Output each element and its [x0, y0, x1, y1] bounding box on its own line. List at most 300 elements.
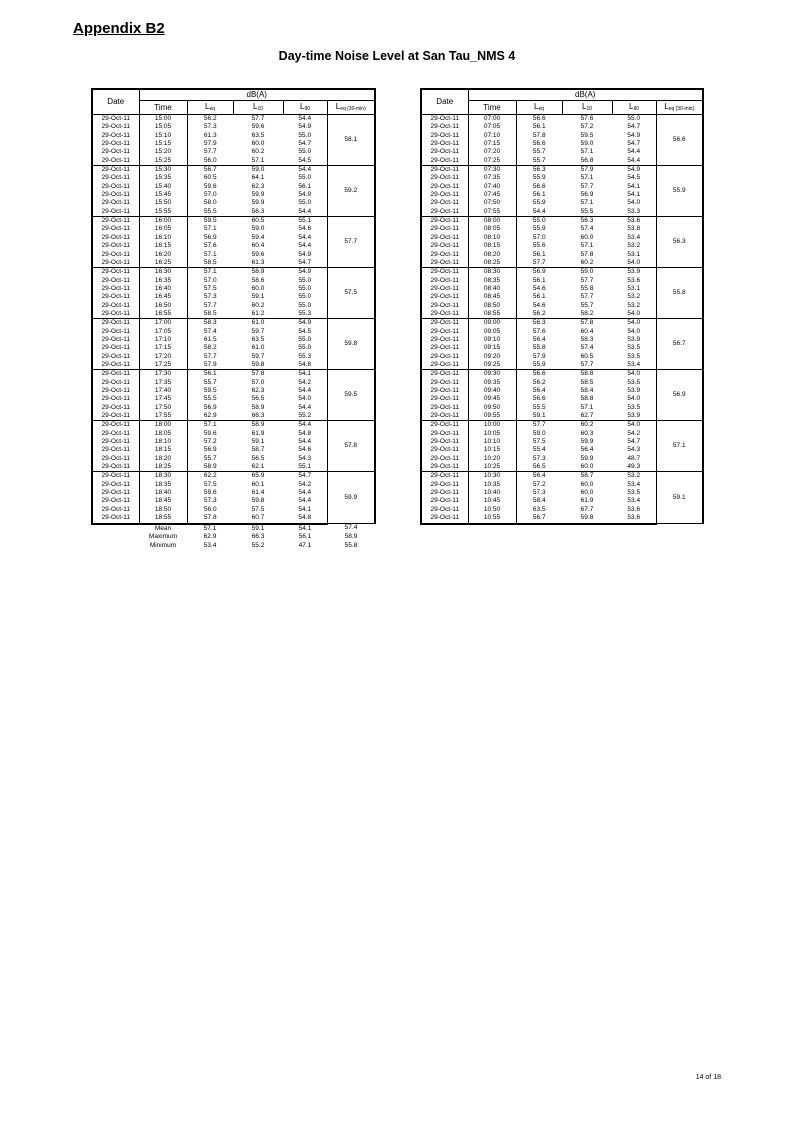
l90-cell: 55.0 — [283, 132, 327, 140]
l90-cell: 54.8 — [283, 514, 327, 523]
leq-cell: 56.2 — [532, 378, 546, 386]
leq-cell: 54.6 — [532, 284, 546, 292]
time-cell: 17:10 — [139, 336, 187, 344]
header-leq: $L_{eq}$ — [516, 101, 562, 115]
leq30-cell: 57.8 — [327, 421, 375, 472]
summary-leq30: 57.4 — [344, 524, 358, 532]
time-cell: 18:35 — [139, 481, 187, 489]
time-cell: 17:35 — [139, 379, 187, 387]
table-row — [421, 166, 703, 175]
table-row — [92, 472, 375, 481]
leq-cell: 56.9 — [203, 446, 217, 454]
l10-cell: 60.5 — [233, 217, 283, 226]
leq-cell: 57.4 — [203, 327, 217, 335]
time-cell: 08:45 — [468, 293, 516, 301]
l90-cell: 55.0 — [283, 199, 327, 207]
noise-table-left — [91, 88, 376, 550]
l90-cell: 53.1 — [612, 285, 656, 293]
leq-cell: 57.0 — [203, 276, 217, 284]
l90-cell: 55.0 — [283, 336, 327, 344]
leq-cell: 57.2 — [203, 438, 217, 446]
l10-cell: 60.0 — [580, 480, 594, 488]
date-cell: 29-Oct-11 — [92, 310, 139, 319]
leq-cell: 56.2 — [187, 115, 233, 124]
l10-cell: 60.0 — [580, 463, 594, 471]
leq-cell: 56.6 — [532, 140, 546, 148]
time-cell: 09:20 — [468, 353, 516, 361]
l10-cell: 65.9 — [233, 472, 283, 481]
leq30-cell: 56.6 — [656, 115, 703, 166]
time-cell: 16:10 — [139, 234, 187, 242]
date-cell: 29-Oct-11 — [92, 242, 139, 250]
l10-cell: 58.6 — [251, 276, 265, 284]
leq-cell: 57.6 — [203, 242, 217, 250]
l90-cell: 53.5 — [612, 404, 656, 412]
leq-cell: 57.5 — [203, 284, 217, 292]
leq-cell: 58.2 — [203, 344, 217, 352]
date-cell: 29-Oct-11 — [421, 430, 468, 438]
leq-cell: 56.6 — [532, 395, 546, 403]
l10-cell: 55.8 — [580, 284, 594, 292]
time-cell: 07:00 — [468, 115, 516, 124]
date-cell: 29-Oct-11 — [421, 123, 468, 131]
time-cell: 15:00 — [139, 115, 187, 124]
leq-cell: 56.6 — [516, 115, 562, 124]
leq-cell: 62.2 — [187, 472, 233, 481]
leq-cell: 55.6 — [532, 242, 546, 250]
time-cell: 16:15 — [139, 242, 187, 250]
date-cell: 29-Oct-11 — [92, 217, 139, 226]
l10-cell: 62.3 — [251, 387, 265, 394]
l90-cell: 54.4 — [283, 387, 327, 395]
date-cell: 29-Oct-11 — [92, 148, 139, 156]
time-cell: 15:35 — [139, 174, 187, 182]
time-cell: 08:15 — [468, 242, 516, 250]
date-cell: 29-Oct-11 — [92, 404, 139, 412]
l10-cell: 60.4 — [251, 242, 265, 250]
summary-label: Maximum — [148, 533, 178, 541]
time-cell: 10:05 — [468, 430, 516, 438]
summary-l10: 55.2 — [251, 541, 265, 549]
noise-table-right — [420, 88, 704, 525]
leq-cell: 56.5 — [532, 463, 546, 471]
summary-label: Minimum — [149, 541, 177, 549]
date-cell: 29-Oct-11 — [92, 293, 139, 301]
leq30-cell: 59.8 — [327, 319, 375, 370]
l90-cell: 55.1 — [283, 463, 327, 472]
date-cell: 29-Oct-11 — [421, 251, 468, 259]
header-l90: $L_{90}$ — [283, 101, 327, 115]
date-cell: 29-Oct-11 — [421, 174, 468, 182]
l10-cell: 56.5 — [251, 454, 265, 462]
summary-leq: 53.4 — [203, 541, 217, 549]
l90-cell: 53.6 — [612, 277, 656, 285]
time-cell: 16:35 — [139, 277, 187, 285]
l10-cell: 55.7 — [580, 301, 594, 309]
date-cell: 29-Oct-11 — [92, 430, 139, 438]
l10-cell: 58.8 — [580, 395, 594, 403]
date-cell: 29-Oct-11 — [92, 140, 139, 148]
l10-cell: 57.8 — [580, 250, 594, 258]
l90-cell: 54.9 — [612, 166, 656, 175]
leq-cell: 56.9 — [516, 268, 562, 277]
time-cell: 17:40 — [139, 387, 187, 395]
leq30-cell: 55.9 — [656, 166, 703, 217]
l10-cell: 56.3 — [251, 207, 265, 215]
date-cell: 29-Oct-11 — [421, 319, 468, 328]
date-cell: 29-Oct-11 — [421, 336, 468, 344]
leq-cell: 54.4 — [532, 207, 546, 215]
leq-cell: 57.7 — [203, 148, 217, 156]
header-date: Date — [421, 89, 468, 115]
time-cell: 15:30 — [139, 166, 187, 175]
leq-cell: 55.5 — [532, 403, 546, 411]
l10-cell: 59.5 — [580, 131, 594, 139]
summary-l90: 54.1 — [298, 524, 312, 532]
leq-cell: 61.5 — [203, 335, 217, 343]
time-cell: 10:10 — [468, 438, 516, 446]
l10-cell: 59.4 — [251, 233, 265, 241]
leq-cell: 57.3 — [203, 497, 217, 505]
leq-cell: 56.6 — [532, 182, 546, 190]
l90-cell: 56.1 — [283, 183, 327, 191]
time-cell: 16:45 — [139, 293, 187, 301]
l10-cell: 60.2 — [251, 148, 265, 156]
l90-cell: 55.1 — [283, 217, 327, 226]
time-cell: 10:20 — [468, 455, 516, 463]
time-cell: 17:45 — [139, 395, 187, 403]
date-cell: 29-Oct-11 — [92, 174, 139, 182]
leq-cell: 57.9 — [203, 360, 217, 368]
table-row — [421, 421, 703, 430]
time-cell: 17:15 — [139, 344, 187, 352]
time-cell: 18:20 — [139, 455, 187, 463]
time-cell: 08:05 — [468, 225, 516, 233]
time-cell: 09:00 — [468, 319, 516, 328]
l10-cell: 60.3 — [580, 429, 594, 437]
leq-cell: 59.6 — [203, 489, 217, 497]
leq-cell: 56.4 — [532, 387, 546, 394]
l90-cell: 55.2 — [283, 412, 327, 421]
l90-cell: 54.1 — [612, 191, 656, 199]
l10-cell: 57.7 — [580, 182, 594, 190]
l10-cell: 57.5 — [251, 505, 265, 513]
leq-cell: 55.8 — [532, 344, 546, 352]
l90-cell: 53.9 — [612, 336, 656, 344]
date-cell: 29-Oct-11 — [92, 328, 139, 336]
page-number: 14 of 18 — [695, 1074, 721, 1081]
l10-cell: 59.9 — [580, 454, 594, 462]
date-cell: 29-Oct-11 — [421, 166, 468, 175]
l10-cell: 59.0 — [562, 268, 612, 277]
time-cell: 17:25 — [139, 361, 187, 370]
time-cell: 09:35 — [468, 379, 516, 387]
l10-cell: 60.2 — [580, 258, 594, 266]
summary-label: Mean — [154, 524, 172, 532]
time-cell: 16:55 — [139, 310, 187, 319]
leq-cell: 61.3 — [203, 131, 217, 139]
leq-cell: 56.9 — [203, 403, 217, 411]
l10-cell: 61.9 — [580, 497, 594, 505]
l10-cell: 58.5 — [580, 378, 594, 386]
date-cell: 29-Oct-11 — [92, 353, 139, 361]
date-cell: 29-Oct-11 — [92, 438, 139, 446]
l10-cell: 58.7 — [251, 446, 265, 454]
date-cell: 29-Oct-11 — [92, 208, 139, 217]
leq-cell: 59.5 — [203, 387, 217, 394]
leq-cell: 55.5 — [203, 207, 217, 215]
date-cell: 29-Oct-11 — [92, 225, 139, 233]
time-cell: 15:55 — [139, 208, 187, 217]
header-leq30: $L_{eq (30-min)}$ — [327, 101, 375, 115]
time-cell: 07:30 — [468, 166, 516, 175]
date-cell: 29-Oct-11 — [421, 489, 468, 497]
l90-cell: 54.9 — [283, 251, 327, 259]
time-cell: 15:45 — [139, 191, 187, 199]
l10-cell: 59.8 — [562, 514, 612, 523]
l10-cell: 63.5 — [251, 335, 265, 343]
header-unit: dB(A) — [139, 89, 375, 101]
l10-cell: 60.0 — [251, 284, 265, 292]
l90-cell: 55.0 — [283, 285, 327, 293]
leq-cell: 58.5 — [203, 258, 217, 266]
leq-cell: 62.9 — [203, 412, 217, 420]
leq-cell: 63.5 — [532, 505, 546, 513]
leq-cell: 57.7 — [203, 301, 217, 309]
date-cell: 29-Oct-11 — [421, 446, 468, 454]
leq30-cell: 59.9 — [327, 472, 375, 524]
date-cell: 29-Oct-11 — [92, 251, 139, 259]
time-cell: 08:00 — [468, 217, 516, 226]
l10-cell: 59.6 — [251, 123, 265, 131]
time-cell: 08:20 — [468, 251, 516, 259]
date-cell: 29-Oct-11 — [92, 336, 139, 344]
leq-cell: 56.1 — [532, 123, 546, 131]
date-cell: 29-Oct-11 — [92, 166, 139, 175]
l90-cell: 54.9 — [283, 319, 327, 328]
leq-cell: 56.1 — [532, 293, 546, 301]
leq-cell: 58.4 — [532, 497, 546, 505]
l10-cell: 60.0 — [251, 140, 265, 148]
table-row — [92, 217, 375, 226]
l10-cell: 59.8 — [251, 497, 265, 505]
l90-cell: 54.0 — [612, 328, 656, 336]
leq30-cell: 56.3 — [656, 217, 703, 268]
l90-cell: 53.5 — [612, 489, 656, 497]
time-cell: 09:45 — [468, 395, 516, 403]
l90-cell: 53.5 — [612, 353, 656, 361]
time-cell: 15:15 — [139, 140, 187, 148]
time-cell: 18:05 — [139, 430, 187, 438]
leq-cell: 56.0 — [203, 156, 217, 164]
leq30-cell: 57.7 — [327, 217, 375, 268]
l90-cell: 53.4 — [612, 481, 656, 489]
time-cell: 09:40 — [468, 387, 516, 395]
time-cell: 16:05 — [139, 225, 187, 233]
l10-cell: 61.4 — [251, 489, 265, 497]
date-cell: 29-Oct-11 — [92, 379, 139, 387]
header-time: Time — [139, 101, 187, 115]
l90-cell: 54.6 — [283, 225, 327, 233]
summary-row — [92, 542, 375, 551]
time-cell: 18:00 — [139, 421, 187, 430]
l10-cell: 57.7 — [233, 115, 283, 124]
l10-cell: 57.0 — [251, 378, 265, 386]
l10-cell: 56.8 — [580, 156, 594, 164]
leq-cell: 57.1 — [203, 250, 217, 258]
date-cell: 29-Oct-11 — [92, 412, 139, 421]
l90-cell: 54.7 — [612, 123, 656, 131]
l10-cell: 57.6 — [562, 115, 612, 124]
date-cell: 29-Oct-11 — [92, 514, 139, 523]
l90-cell: 54.1 — [283, 370, 327, 379]
date-cell: 29-Oct-11 — [421, 344, 468, 352]
date-cell: 29-Oct-11 — [421, 277, 468, 285]
summary-l90: 47.1 — [298, 541, 312, 549]
l10-cell: 62.7 — [580, 412, 594, 420]
table-row — [92, 370, 375, 379]
l10-cell: 56.5 — [251, 395, 265, 403]
date-cell: 29-Oct-11 — [92, 489, 139, 497]
leq-cell: 58.0 — [203, 199, 217, 207]
time-cell: 09:25 — [468, 361, 516, 370]
l90-cell: 53.4 — [612, 361, 656, 370]
l90-cell: 55.0 — [612, 115, 656, 124]
time-cell: 09:50 — [468, 404, 516, 412]
leq-cell: 57.5 — [203, 480, 217, 488]
l10-cell: 60.4 — [580, 327, 594, 335]
leq-cell: 55.7 — [203, 454, 217, 462]
time-cell: 08:40 — [468, 285, 516, 293]
date-cell: 29-Oct-11 — [421, 208, 468, 217]
l90-cell: 54.0 — [612, 319, 656, 328]
l90-cell: 54.5 — [283, 328, 327, 336]
l90-cell: 54.2 — [612, 430, 656, 438]
header-leq: $L_{eq}$ — [187, 101, 233, 115]
date-cell: 29-Oct-11 — [92, 370, 139, 379]
leq-cell: 59.6 — [203, 182, 217, 190]
date-cell: 29-Oct-11 — [92, 268, 139, 277]
l10-cell: 63.5 — [251, 131, 265, 139]
time-cell: 15:50 — [139, 199, 187, 207]
leq-cell: 57.7 — [516, 421, 562, 430]
time-cell: 07:50 — [468, 199, 516, 207]
l90-cell: 54.2 — [283, 481, 327, 489]
header-unit: dB(A) — [468, 89, 703, 101]
time-cell: 08:25 — [468, 259, 516, 268]
time-cell: 10:55 — [468, 514, 516, 523]
l90-cell: 55.3 — [283, 353, 327, 361]
time-cell: 17:30 — [139, 370, 187, 379]
leq30-cell: 57.1 — [656, 421, 703, 472]
date-cell: 29-Oct-11 — [421, 514, 468, 523]
l10-cell: 58.9 — [233, 421, 283, 430]
l10-cell: 59.9 — [251, 199, 265, 207]
l90-cell: 54.5 — [283, 157, 327, 166]
l10-cell: 64.1 — [251, 174, 265, 182]
time-cell: 17:05 — [139, 328, 187, 336]
time-cell: 18:30 — [139, 472, 187, 481]
date-cell: 29-Oct-11 — [92, 234, 139, 242]
l10-cell: 58.9 — [251, 403, 265, 411]
leq-cell: 57.6 — [532, 327, 546, 335]
l90-cell: 54.3 — [283, 455, 327, 463]
l90-cell: 54.2 — [283, 379, 327, 387]
leq-cell: 59.5 — [187, 217, 233, 226]
time-cell: 17:55 — [139, 412, 187, 421]
time-cell: 18:10 — [139, 438, 187, 446]
l10-cell: 57.8 — [233, 370, 283, 379]
time-cell: 15:20 — [139, 148, 187, 156]
table-row — [92, 268, 375, 277]
l90-cell: 54.4 — [283, 234, 327, 242]
date-cell: 29-Oct-11 — [92, 277, 139, 285]
date-cell: 29-Oct-11 — [421, 412, 468, 421]
l10-cell: 61.0 — [251, 344, 265, 352]
date-cell: 29-Oct-11 — [421, 481, 468, 489]
date-cell: 29-Oct-11 — [92, 344, 139, 352]
l90-cell: 54.0 — [612, 421, 656, 430]
time-cell: 16:50 — [139, 302, 187, 310]
l10-cell: 58.8 — [562, 370, 612, 379]
summary-spacer — [92, 524, 139, 534]
leq-cell: 56.1 — [532, 250, 546, 258]
time-cell: 16:00 — [139, 217, 187, 226]
leq-cell: 55.9 — [532, 199, 546, 207]
l10-cell: 61.3 — [251, 258, 265, 266]
leq-cell: 56.1 — [532, 276, 546, 284]
leq-cell: 57.7 — [532, 258, 546, 266]
date-cell: 29-Oct-11 — [92, 191, 139, 199]
date-cell: 29-Oct-11 — [421, 191, 468, 199]
leq30-cell: 55.8 — [656, 268, 703, 319]
l10-cell: 61.9 — [251, 429, 265, 437]
l90-cell: 54.6 — [283, 446, 327, 454]
time-cell: 10:30 — [468, 472, 516, 481]
leq-cell: 54.6 — [532, 301, 546, 309]
leq30-cell: 57.5 — [327, 268, 375, 319]
leq-cell: 57.9 — [203, 140, 217, 148]
leq-cell: 55.0 — [516, 217, 562, 226]
l10-cell: 59.1 — [251, 293, 265, 301]
time-cell: 10:50 — [468, 506, 516, 514]
time-cell: 16:20 — [139, 251, 187, 259]
table-row — [421, 217, 703, 226]
l90-cell: 53.5 — [612, 379, 656, 387]
leq-cell: 56.7 — [516, 514, 562, 523]
leq-cell: 58.3 — [187, 319, 233, 328]
leq-cell: 57.1 — [203, 225, 217, 233]
l90-cell: 54.3 — [612, 446, 656, 454]
leq-cell: 57.3 — [532, 489, 546, 497]
l10-cell: 59.0 — [251, 225, 265, 233]
leq-cell: 58.5 — [203, 309, 217, 317]
date-cell: 29-Oct-11 — [92, 115, 139, 124]
l10-cell: 56.3 — [562, 217, 612, 226]
time-cell: 17:20 — [139, 353, 187, 361]
l10-cell: 60.2 — [562, 421, 612, 430]
time-cell: 09:30 — [468, 370, 516, 379]
date-cell: 29-Oct-11 — [421, 199, 468, 207]
time-cell: 10:35 — [468, 481, 516, 489]
l90-cell: 53.2 — [612, 472, 656, 481]
l10-cell: 59.1 — [251, 438, 265, 446]
l10-cell: 57.7 — [580, 360, 594, 368]
leq-cell: 55.4 — [532, 446, 546, 454]
table-row — [421, 268, 703, 277]
l10-cell: 57.8 — [562, 319, 612, 328]
summary-spacer — [92, 533, 139, 542]
